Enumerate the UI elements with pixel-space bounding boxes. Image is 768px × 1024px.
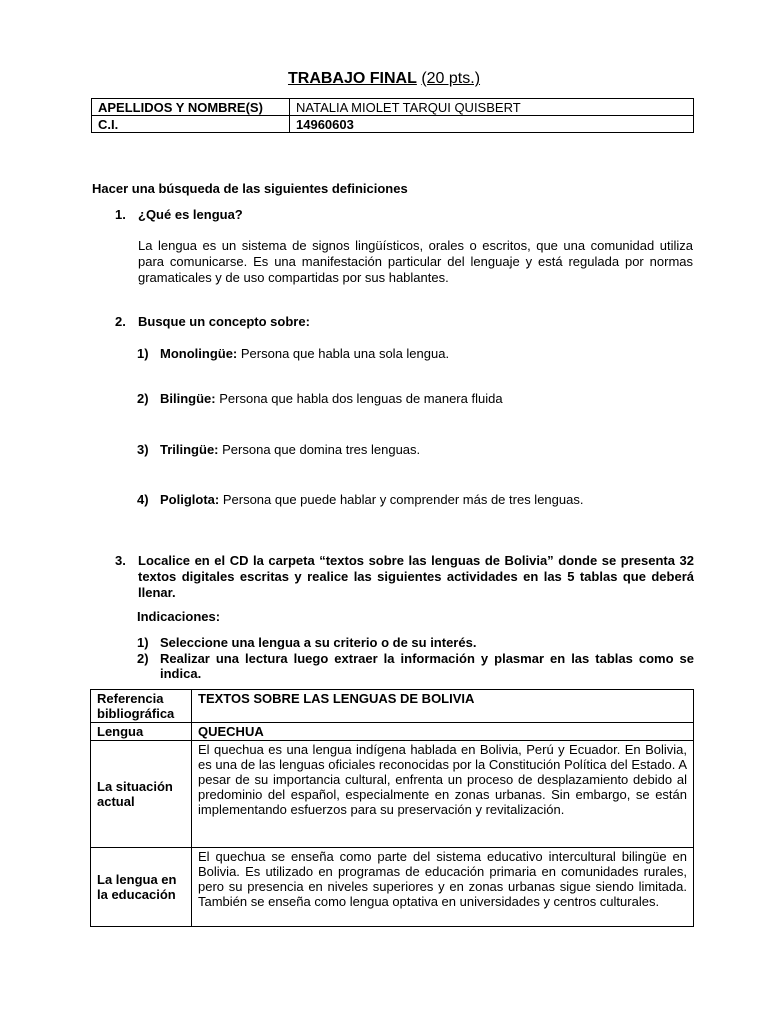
- concept-term: Bilingüe:: [160, 391, 216, 406]
- language-label: Lengua: [91, 723, 192, 741]
- title-main: TRABAJO FINAL: [287, 70, 417, 87]
- situation-label: La situación actual: [91, 741, 192, 848]
- indication-number: 2): [137, 651, 149, 666]
- language-value: QUECHUA: [192, 723, 694, 741]
- ci-label: C.I.: [92, 116, 290, 133]
- situation-value: El quechua es una lengua indígena hablada en Bolivia, Perú y Ecuador. En Bolivia, es una de las lenguas oficiales reconocidas por la Constitución Política del Estado. A pesar de su importancia cultural, enfrenta un proceso de desplazamiento debido al predominio del español, especialmente en zonas urbanas. Sin embargo, se están implementando esfuerzos para su preservación y revitalización.: [192, 741, 694, 848]
- concept-number: 4): [137, 492, 149, 507]
- concept-definition: Persona que puede hablar y comprender más de tres lenguas.: [222, 492, 584, 507]
- indication-text: Seleccione una lengua a su criterio o de su interés.: [160, 635, 477, 650]
- indication-item: [137, 635, 694, 650]
- concept-number: 2): [137, 391, 149, 406]
- question-1: [115, 207, 243, 222]
- concept-definition: Persona que habla una sola lengua.: [240, 346, 450, 361]
- page-title: [0, 70, 768, 88]
- question-1-answer: La lengua es un sistema de signos lingüísticos, orales o escritos, que una comunidad utiliza para comunicarse. Es una manifestación particular del lenguaje y está regulada por normas gramaticales y de uso compartidas por sus hablantes.: [138, 238, 693, 285]
- concept-number: 1): [137, 346, 149, 361]
- name-value: NATALIA MIOLET TARQUI QUISBERT: [290, 99, 694, 116]
- concept-definition: Persona que domina tres lenguas.: [222, 442, 421, 457]
- concept-item: [137, 492, 583, 507]
- language-table: [90, 689, 694, 927]
- concept-item: [137, 391, 503, 406]
- concept-item: [137, 346, 449, 361]
- education-value: El quechua se enseña como parte del sistema educativo intercultural bilingüe en Bolivia. Es utilizado en programas de educación primaria en comunidades rurales, pero su presencia en niveles superiores y en zonas urbanas sigue siendo limitada. También se enseña como lengua optativa en universidades y centros culturales.: [192, 848, 694, 927]
- indication-number: 1): [137, 635, 149, 650]
- table-row: [91, 741, 694, 848]
- question-3-number: 3.: [115, 553, 126, 568]
- name-row: [92, 99, 694, 116]
- concept-term: Trilingüe:: [160, 442, 219, 457]
- education-label: La lengua en la educación: [91, 848, 192, 927]
- name-label: APELLIDOS Y NOMBRE(S): [92, 99, 290, 116]
- question-2-number: 2.: [115, 314, 126, 329]
- indication-text: Realizar una lectura luego extraer la información y plasmar en las tablas como se indica.: [160, 651, 694, 681]
- student-info-table: [91, 98, 694, 133]
- reference-label: Referencia bibliográfica: [91, 690, 192, 723]
- concept-term: Poliglota:: [160, 492, 220, 507]
- question-1-number: 1.: [115, 207, 126, 222]
- question-2-text: Busque un concepto sobre:: [138, 314, 310, 329]
- table-row: [91, 848, 694, 927]
- indication-item: [137, 651, 694, 681]
- question-3-text: Localice en el CD la carpeta “textos sobre las lenguas de Bolivia” donde se presenta 32 textos digitales escritas y realice las siguientes actividades en las 5 tablas que deberá llenar.: [138, 553, 694, 600]
- concept-item: [137, 442, 420, 457]
- indications-label: Indicaciones:: [137, 609, 221, 624]
- ci-value: 14960603: [290, 116, 694, 133]
- question-2: [115, 314, 310, 329]
- table-row: [91, 723, 694, 741]
- concept-number: 3): [137, 442, 149, 457]
- ci-row: [92, 116, 694, 133]
- question-1-text: ¿Qué es lengua?: [138, 207, 243, 222]
- title-points: (20 pts.): [421, 70, 481, 87]
- concept-term: Monolingüe:: [160, 346, 238, 361]
- instruction-text: Hacer una búsqueda de las siguientes definiciones: [92, 181, 408, 196]
- question-3: [115, 553, 694, 601]
- table-row: [91, 690, 694, 723]
- reference-value: TEXTOS SOBRE LAS LENGUAS DE BOLIVIA: [192, 690, 694, 723]
- concept-definition: Persona que habla dos lenguas de manera fluida: [219, 391, 503, 406]
